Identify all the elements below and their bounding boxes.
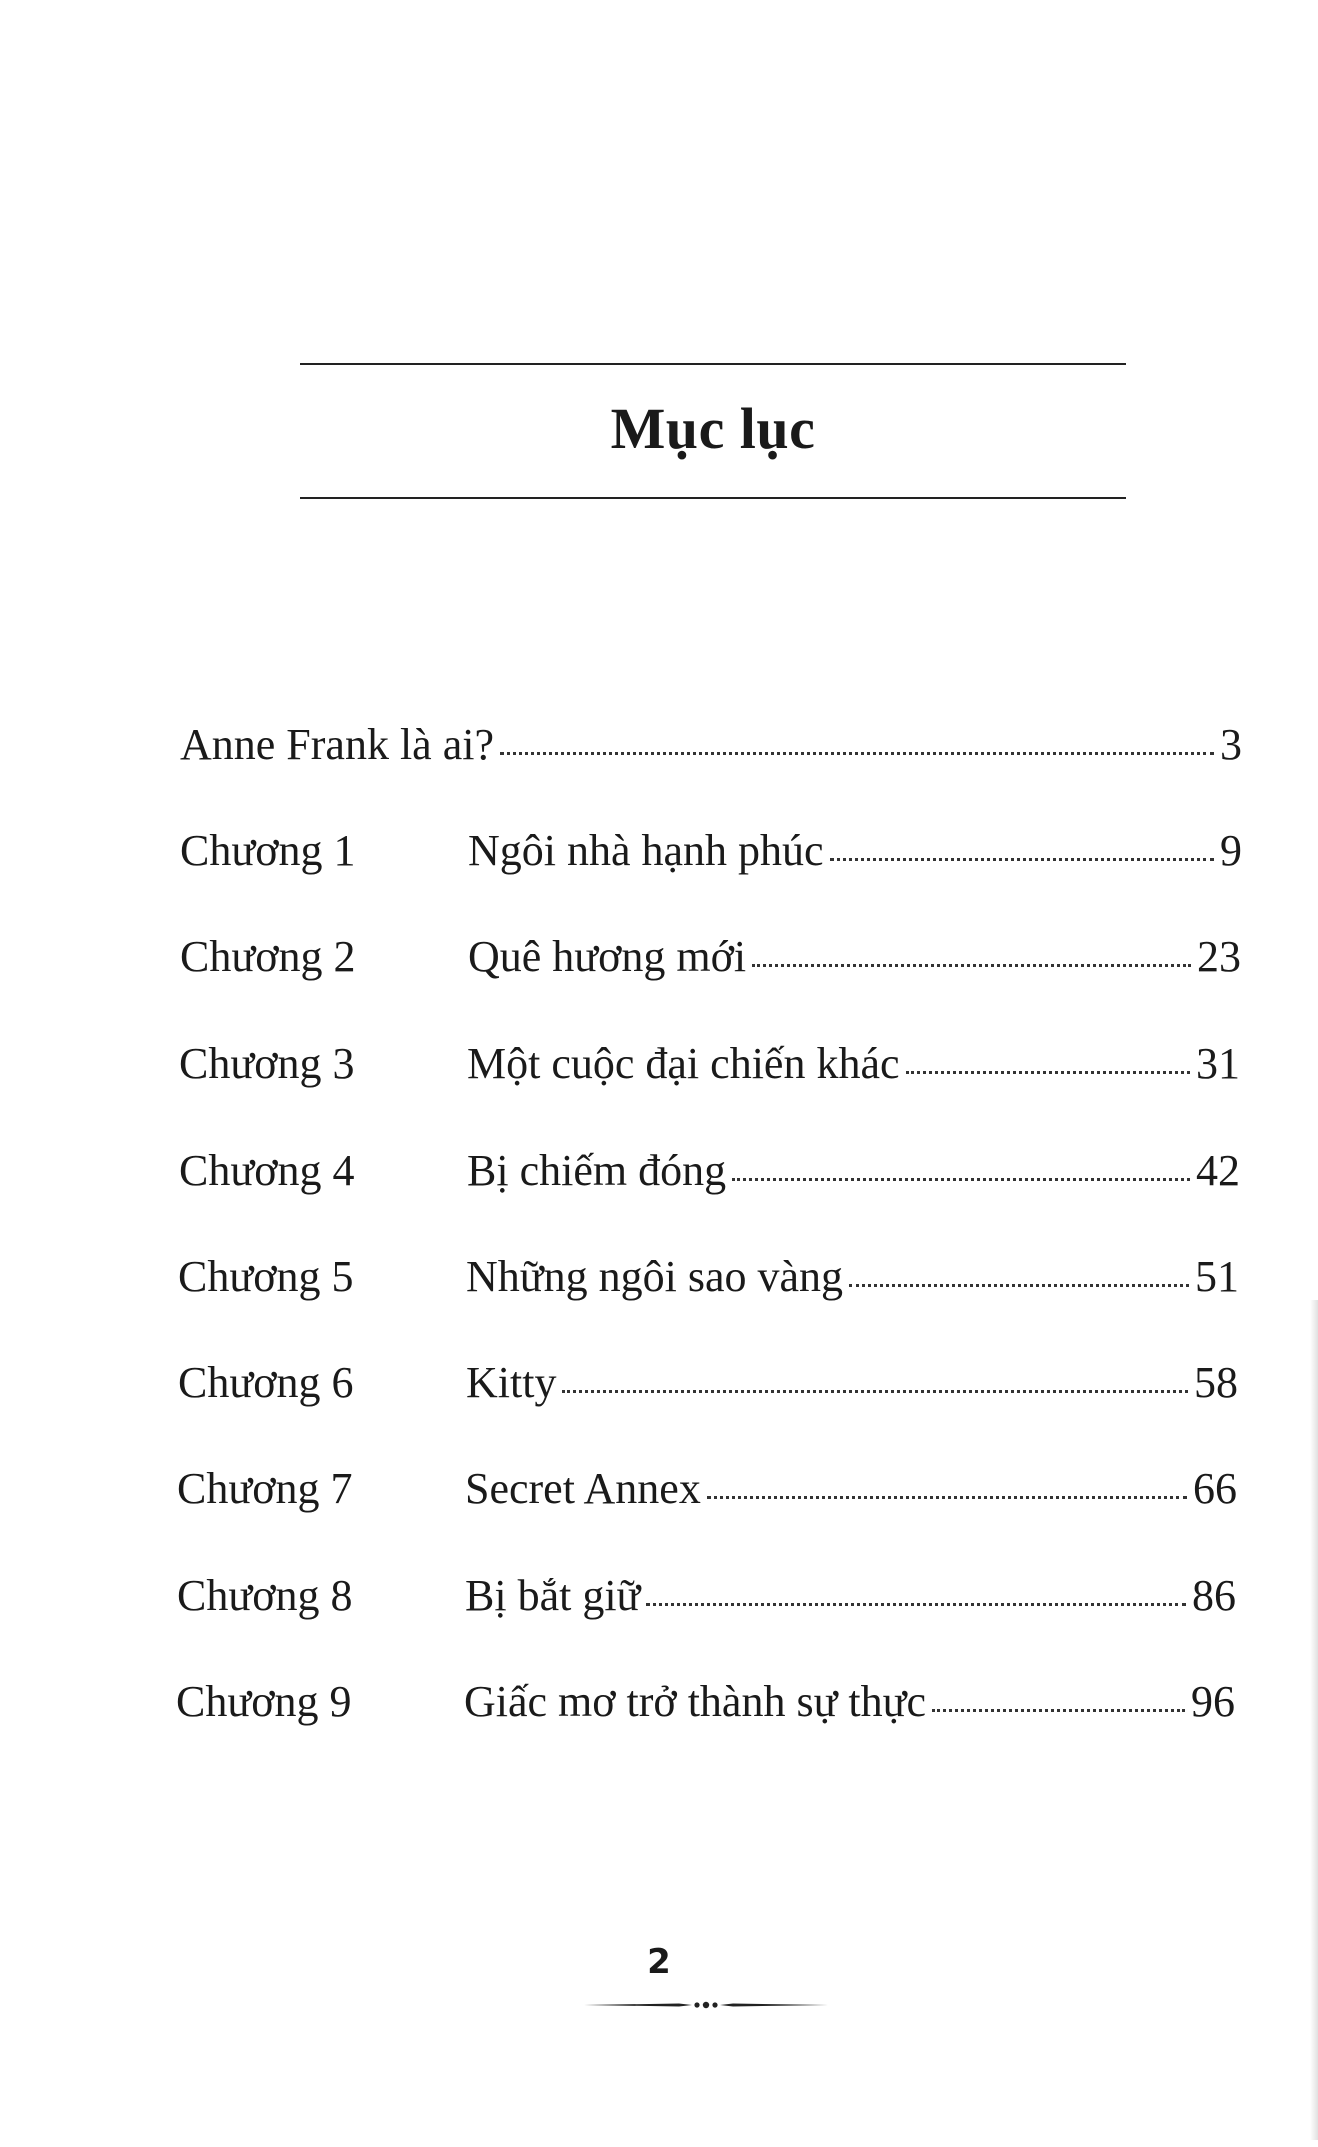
toc-entry-page: 58: [1194, 1358, 1238, 1407]
dot-leader: [732, 1178, 1190, 1181]
toc-chapter-label: Chương 8: [177, 1571, 353, 1620]
toc-chapter-label: Chương 4: [179, 1146, 355, 1195]
toc-entry-chapter-1[interactable]: [180, 826, 1242, 875]
toc-entry-chapter-8[interactable]: [177, 1571, 1236, 1620]
dot-leader: [500, 752, 1214, 755]
toc-chapter-label: Chương 5: [178, 1252, 354, 1301]
toc-chapter-label: Chương 2: [180, 932, 356, 981]
page-edge-shadow: [1310, 1300, 1318, 2140]
decorative-divider-icon: [584, 1995, 828, 2015]
toc-entry-title: Kitty: [466, 1358, 557, 1407]
toc-entry-intro[interactable]: [180, 720, 1242, 769]
toc-entry-title: Ngôi nhà hạnh phúc: [468, 826, 824, 875]
toc-entry-page: 42: [1196, 1146, 1240, 1195]
toc-entry-page: 3: [1220, 720, 1242, 769]
toc-chapter-label: Chương 3: [179, 1039, 355, 1088]
toc-entry-title: Một cuộc đại chiến khác: [467, 1039, 900, 1088]
dot-leader: [906, 1071, 1190, 1074]
toc-chapter-label: Chương 7: [177, 1464, 353, 1513]
toc-chapter-label: Chương 6: [178, 1358, 354, 1407]
toc-entry-chapter-3[interactable]: [179, 1039, 1240, 1088]
toc-entry-title: Bị chiếm đóng: [467, 1146, 727, 1195]
page-title: Mục lục: [610, 396, 816, 461]
toc-entry-title: Secret Annex: [465, 1464, 701, 1513]
toc-entry-page: 66: [1193, 1464, 1237, 1513]
dot-leader: [646, 1603, 1186, 1606]
toc-entry-chapter-5[interactable]: [178, 1252, 1239, 1301]
dot-leader: [830, 858, 1214, 861]
toc-entry-title: Bị bắt giữ: [465, 1571, 641, 1620]
toc-entry-title: Những ngôi sao vàng: [466, 1252, 844, 1301]
dot-leader: [932, 1709, 1185, 1712]
toc-entry-page: 51: [1195, 1252, 1239, 1301]
toc-entry-chapter-9[interactable]: [176, 1677, 1235, 1726]
toc-entry-title: Giấc mơ trở thành sự thực: [464, 1677, 927, 1726]
toc-entry-page: 31: [1196, 1039, 1240, 1088]
toc-entry-page: 9: [1220, 826, 1242, 875]
toc-entry-title: Anne Frank là ai?: [180, 720, 494, 769]
toc-chapter-label: Chương 1: [180, 826, 356, 875]
dot-leader: [562, 1390, 1188, 1393]
dot-leader: [752, 964, 1191, 967]
toc-entry-chapter-4[interactable]: [179, 1146, 1240, 1195]
page-number: 2: [647, 1942, 671, 1982]
toc-entry-chapter-6[interactable]: [178, 1358, 1238, 1407]
toc-entry-title: Quê hương mới: [468, 932, 747, 981]
toc-entry-page: 86: [1192, 1571, 1236, 1620]
dot-leader: [849, 1284, 1189, 1287]
toc-chapter-label: Chương 9: [176, 1677, 352, 1726]
dot-leader: [707, 1496, 1187, 1499]
toc-entry-chapter-7[interactable]: [177, 1464, 1237, 1513]
toc-entry-page: 23: [1197, 932, 1241, 981]
toc-entry-chapter-2[interactable]: [180, 932, 1241, 981]
toc-entry-page: 96: [1191, 1677, 1235, 1726]
